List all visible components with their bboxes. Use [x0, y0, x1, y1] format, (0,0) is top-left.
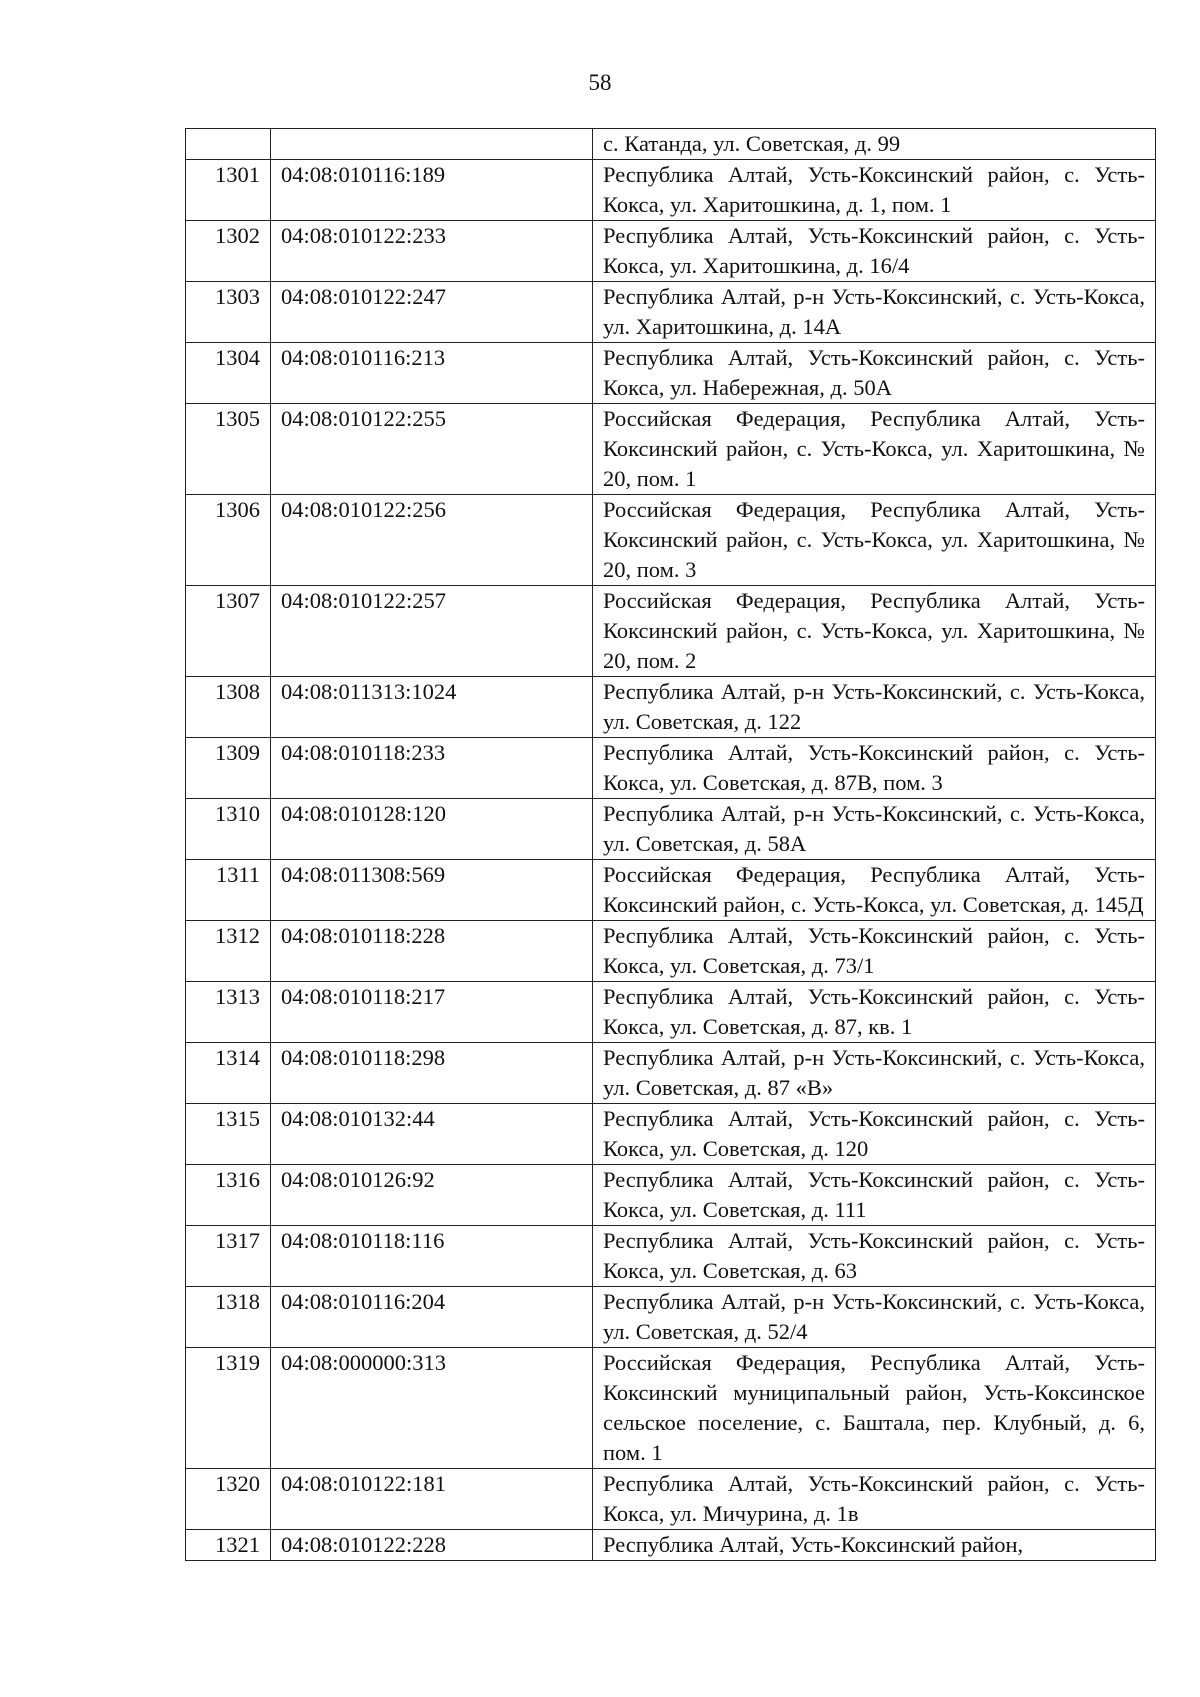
- address-cell: Республика Алтай, р-н Усть-Коксинский, с. Усть-Кокса, ул. Харитошкина, д. 14А: [593, 282, 1156, 343]
- address-cell: Республика Алтай, р-н Усть-Коксинский, с. Усть-Кокса, ул. Советская, д. 58А: [593, 799, 1156, 860]
- table-row: [186, 1530, 1156, 1561]
- cadastral-number-cell: 04:08:010118:298: [271, 1043, 593, 1104]
- table-row: [186, 1043, 1156, 1104]
- page-number: 58: [588, 70, 612, 95]
- address-cell: Российская Федерация, Республика Алтай, Усть-Коксинский муниципальный район, Усть-Коксинское сельское поселение, с. Баштала, пер. Клубный, д. 6, пом. 1: [593, 1348, 1156, 1469]
- address-cell: Республика Алтай, р-н Усть-Коксинский, с. Усть-Кокса, ул. Советская, д. 122: [593, 677, 1156, 738]
- cadastral-number-cell: 04:08:010122:181: [271, 1469, 593, 1530]
- table-row: [186, 586, 1156, 677]
- table-row: [186, 1104, 1156, 1165]
- row-number-cell: 1311: [186, 860, 271, 921]
- table-row: [186, 221, 1156, 282]
- row-number-cell: 1314: [186, 1043, 271, 1104]
- table-row: [186, 343, 1156, 404]
- row-number-cell: 1313: [186, 982, 271, 1043]
- row-number-cell: 1312: [186, 921, 271, 982]
- row-number-cell: 1305: [186, 404, 271, 495]
- table-row: [186, 1287, 1156, 1348]
- row-number-cell: 1315: [186, 1104, 271, 1165]
- row-number-cell: 1310: [186, 799, 271, 860]
- cadastral-number-cell: 04:08:010118:228: [271, 921, 593, 982]
- address-cell: Республика Алтай, Усть-Коксинский район, с. Усть-Кокса, ул. Советская, д. 87, кв. 1: [593, 982, 1156, 1043]
- address-cell: с. Катанда, ул. Советская, д. 99: [593, 129, 1156, 160]
- table-row: [186, 160, 1156, 221]
- cadastral-number-cell: 04:08:010122:255: [271, 404, 593, 495]
- address-cell: Республика Алтай, р-н Усть-Коксинский, с. Усть-Кокса, ул. Советская, д. 52/4: [593, 1287, 1156, 1348]
- cadastral-number-cell: 04:08:010122:247: [271, 282, 593, 343]
- table-row: [186, 404, 1156, 495]
- cadastral-number-cell: 04:08:010116:204: [271, 1287, 593, 1348]
- table-row: [186, 799, 1156, 860]
- cadastral-number-cell: 04:08:010118:116: [271, 1226, 593, 1287]
- table-row: [186, 860, 1156, 921]
- table-row: [186, 1469, 1156, 1530]
- row-number-cell: 1309: [186, 738, 271, 799]
- row-number-cell: 1307: [186, 586, 271, 677]
- address-cell: Российская Федерация, Республика Алтай, Усть-Коксинский район, с. Усть-Кокса, ул. Харитошкина, № 20, пом. 3: [593, 495, 1156, 586]
- table-row: [186, 129, 1156, 160]
- row-number-cell: 1301: [186, 160, 271, 221]
- address-cell: Республика Алтай, Усть-Коксинский район, с. Усть-Кокса, ул. Советская, д. 120: [593, 1104, 1156, 1165]
- cadastral-number-cell: 04:08:010116:213: [271, 343, 593, 404]
- cadastral-number-cell: 04:08:011308:569: [271, 860, 593, 921]
- table-row: [186, 738, 1156, 799]
- cadastral-number-cell: 04:08:010118:233: [271, 738, 593, 799]
- cadastral-number-cell: 04:08:000000:313: [271, 1348, 593, 1469]
- address-cell: Республика Алтай, Усть-Коксинский район, с. Усть-Кокса, ул. Советская, д. 111: [593, 1165, 1156, 1226]
- table-row: [186, 677, 1156, 738]
- row-number-cell: 1320: [186, 1469, 271, 1530]
- row-number-cell: 1317: [186, 1226, 271, 1287]
- table-row: [186, 921, 1156, 982]
- table-row: [186, 282, 1156, 343]
- row-number-cell: 1318: [186, 1287, 271, 1348]
- cadastral-number-cell: 04:08:010122:257: [271, 586, 593, 677]
- table-row: [186, 1226, 1156, 1287]
- cadastral-number-cell: 04:08:010122:228: [271, 1530, 593, 1561]
- cadastral-number-cell: 04:08:010128:120: [271, 799, 593, 860]
- address-cell: Российская Федерация, Республика Алтай, Усть-Коксинский район, с. Усть-Кокса, ул. Харитошкина, № 20, пом. 2: [593, 586, 1156, 677]
- row-number-cell: [186, 129, 271, 160]
- address-cell: Республика Алтай, Усть-Коксинский район, с. Усть-Кокса, ул. Набережная, д. 50А: [593, 343, 1156, 404]
- row-number-cell: 1319: [186, 1348, 271, 1469]
- table-row: [186, 982, 1156, 1043]
- address-cell: Республика Алтай, р-н Усть-Коксинский, с. Усть-Кокса, ул. Советская, д. 87 «В»: [593, 1043, 1156, 1104]
- address-cell: Российская Федерация, Республика Алтай, Усть-Коксинский район, с. Усть-Кокса, ул. Советская, д. 145Д: [593, 860, 1156, 921]
- address-cell: Республика Алтай, Усть-Коксинский район, с. Усть-Кокса, ул. Советская, д. 63: [593, 1226, 1156, 1287]
- address-cell: Республика Алтай, Усть-Коксинский район,: [593, 1530, 1156, 1561]
- cadastral-number-cell: 04:08:010122:256: [271, 495, 593, 586]
- row-number-cell: 1316: [186, 1165, 271, 1226]
- cadastral-number-cell: 04:08:010122:233: [271, 221, 593, 282]
- address-cell: Республика Алтай, Усть-Коксинский район, с. Усть-Кокса, ул. Мичурина, д. 1в: [593, 1469, 1156, 1530]
- cadastral-number-cell: 04:08:010118:217: [271, 982, 593, 1043]
- table-row: [186, 495, 1156, 586]
- address-cell: Республика Алтай, Усть-Коксинский район, с. Усть-Кокса, ул. Советская, д. 87В, пом. 3: [593, 738, 1156, 799]
- row-number-cell: 1306: [186, 495, 271, 586]
- address-cell: Республика Алтай, Усть-Коксинский район, с. Усть-Кокса, ул. Харитошкина, д. 16/4: [593, 221, 1156, 282]
- cadastral-number-cell: 04:08:011313:1024: [271, 677, 593, 738]
- address-cell: Российская Федерация, Республика Алтай, Усть-Коксинский район, с. Усть-Кокса, ул. Харитошкина, № 20, пом. 1: [593, 404, 1156, 495]
- address-cell: Республика Алтай, Усть-Коксинский район, с. Усть-Кокса, ул. Советская, д. 73/1: [593, 921, 1156, 982]
- cadastral-number-cell: 04:08:010126:92: [271, 1165, 593, 1226]
- cadastral-number-cell: 04:08:010116:189: [271, 160, 593, 221]
- table-row: [186, 1348, 1156, 1469]
- row-number-cell: 1304: [186, 343, 271, 404]
- registry-table-body: [186, 129, 1156, 1561]
- row-number-cell: 1321: [186, 1530, 271, 1561]
- row-number-cell: 1302: [186, 221, 271, 282]
- row-number-cell: 1308: [186, 677, 271, 738]
- cadastral-number-cell: [271, 129, 593, 160]
- cadastral-number-cell: 04:08:010132:44: [271, 1104, 593, 1165]
- registry-table: [185, 128, 1156, 1561]
- address-cell: Республика Алтай, Усть-Коксинский район, с. Усть-Кокса, ул. Харитошкина, д. 1, пом. 1: [593, 160, 1156, 221]
- table-row: [186, 1165, 1156, 1226]
- row-number-cell: 1303: [186, 282, 271, 343]
